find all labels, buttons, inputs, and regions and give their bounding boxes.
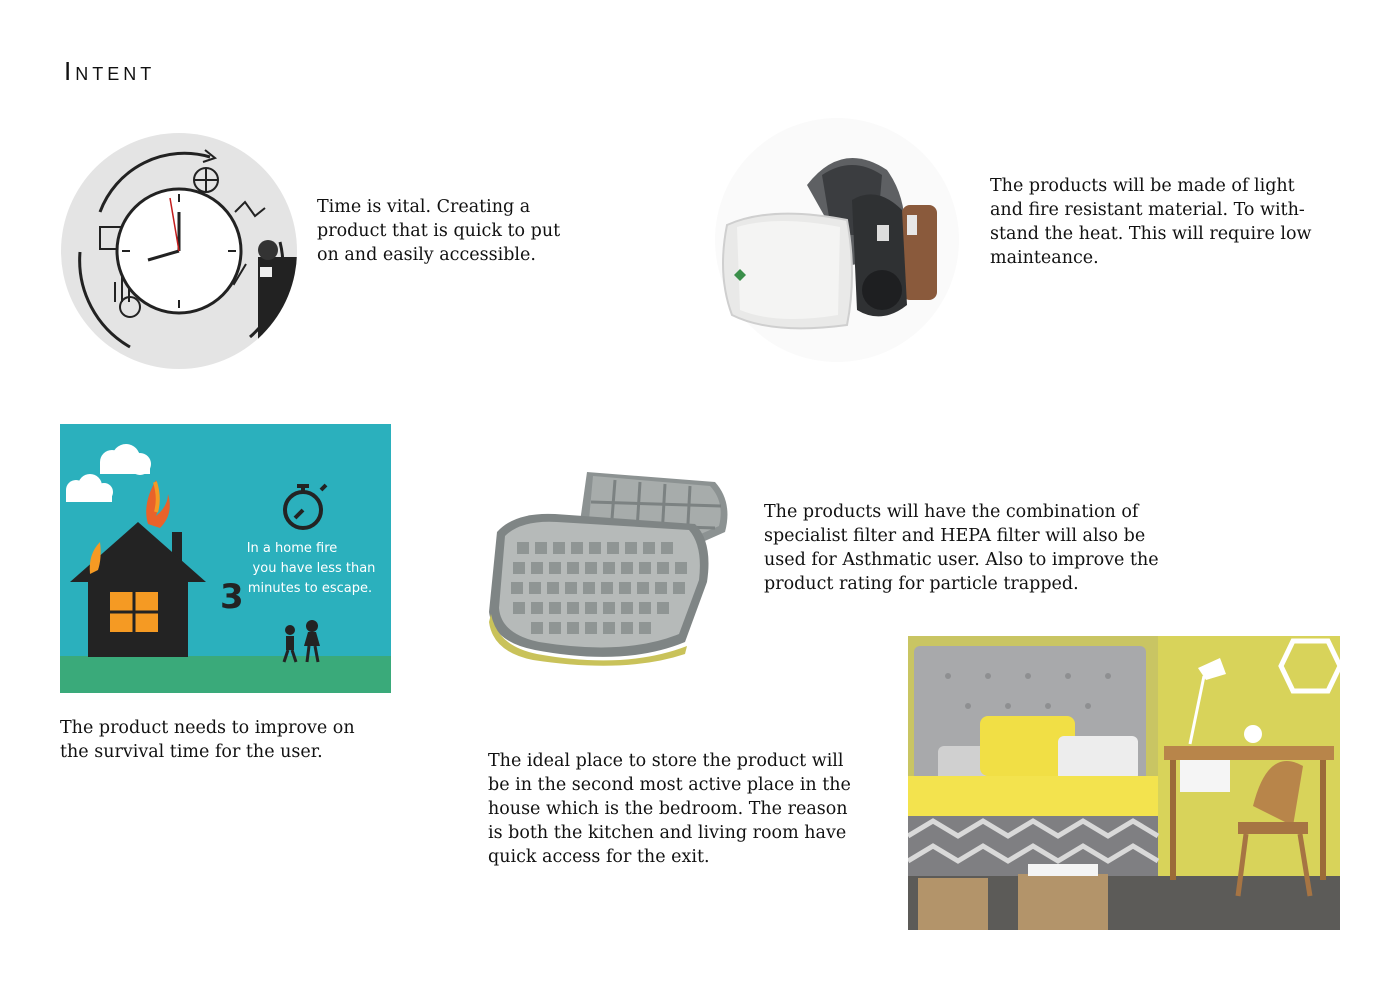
- house-fire-infographic: [60, 424, 391, 693]
- clock-collage-image: [60, 132, 298, 370]
- infographic-number: 3: [220, 577, 244, 617]
- filter-cartridges-image: [475, 462, 745, 672]
- infographic-line-2: you have less than: [252, 561, 376, 576]
- bedroom-photo: [908, 636, 1340, 930]
- respirator-mask-image: [712, 115, 962, 365]
- filter-text: The products will have the combination of specialist filter and HEPA filter will also be used for Asthmatic user. Also to improve the product rating for particle trapped.: [764, 502, 1159, 594]
- storage-text: The ideal place to store the product will be in the second most active place in the house which is the bedroom. The reason is both the kitchen and living room have quick access for the exit.: [488, 751, 851, 867]
- infographic-line-1: In a home fire: [246, 541, 338, 556]
- material-text: The products will be made of light and fire resistant material. To with- stand the heat. This will require low mainteance.: [990, 176, 1312, 268]
- infographic-line-3: minutes to escape.: [247, 581, 373, 596]
- survival-text: The product needs to improve on the survival time for the user.: [60, 718, 355, 762]
- page-title: Intent: [64, 56, 156, 86]
- time-text: Time is vital. Creating a product that is quick to put on and easily accessible.: [317, 197, 561, 265]
